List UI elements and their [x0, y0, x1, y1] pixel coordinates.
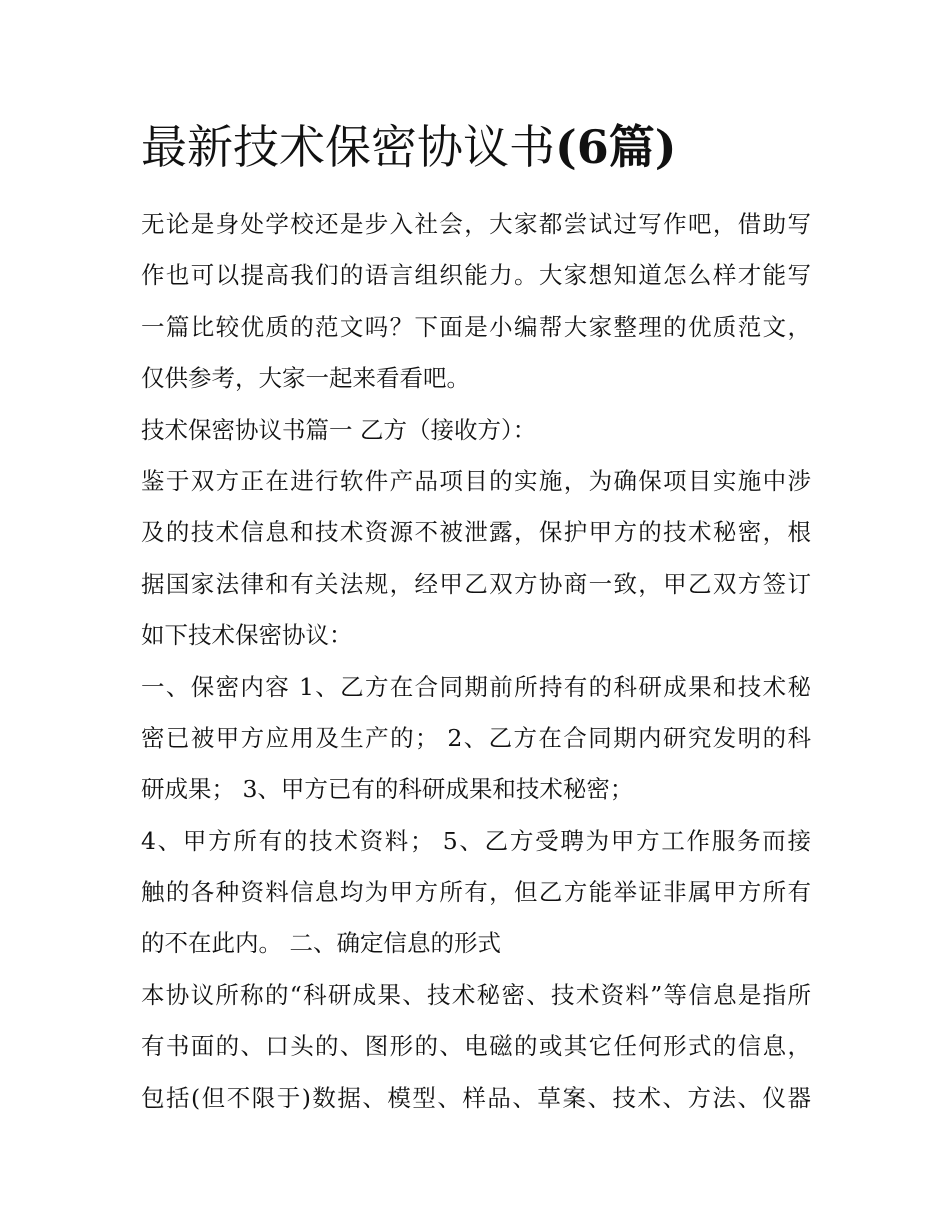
- paragraph-line: 一篇比较优质的范文吗？下面是小编帮大家整理的优质范文，: [141, 312, 811, 341]
- paragraph-line: 仅供参考，大家一起来看看吧。: [141, 364, 470, 393]
- paragraph-line: 密已被甲方应用及生产的； 2、乙方在合同期内研究发明的科: [141, 723, 811, 752]
- paragraph-line: 本协议所称的“科研成果、技术秘密、技术资料”等信息是指所: [141, 980, 811, 1009]
- paragraph-line: 如下技术保密协议：: [141, 621, 353, 650]
- paragraph-line: 据国家法律和有关法规，经甲乙双方协商一致，甲乙双方签订: [141, 569, 811, 598]
- section-heading-line: 技术保密协议书篇一 乙方（接收方）：: [141, 415, 537, 444]
- paragraph-line: 作也可以提高我们的语言组织能力。大家想知道怎么样才能写: [141, 261, 811, 290]
- document-title-text: 最新技术保密协议书: [141, 120, 555, 174]
- document-title-count: (6篇): [555, 120, 677, 174]
- paragraph-line: 的不在此内。 二、确定信息的形式: [141, 929, 501, 958]
- document-body: [141, 199, 811, 1124]
- paragraph-line: 触的各种资料信息均为甲方所有，但乙方能举证非属甲方所有: [141, 878, 811, 907]
- paragraph-line: 包括(但不限于)数据、模型、样品、草案、技术、方法、仪器: [141, 1083, 811, 1112]
- paragraph-line: 一、保密内容 1、乙方在合同期前所持有的科研成果和技术秘: [141, 672, 811, 701]
- paragraph-line: 有书面的、口头的、图形的、电磁的或其它任何形式的信息，: [141, 1032, 811, 1061]
- paragraph-line: 及的技术信息和技术资源不被泄露，保护甲方的技术秘密，根: [141, 518, 811, 547]
- paragraph-line: 无论是身处学校还是步入社会，大家都尝试过写作吧，借助写: [141, 210, 811, 238]
- document-title: [141, 112, 677, 182]
- paragraph-line: 鉴于双方正在进行软件产品项目的实施，为确保项目实施中涉: [141, 466, 811, 495]
- paragraph-line: 研成果； 3、甲方已有的科研成果和技术秘密；: [141, 775, 634, 804]
- paragraph-line: 4、甲方所有的技术资料； 5、乙方受聘为甲方工作服务而接: [141, 826, 811, 855]
